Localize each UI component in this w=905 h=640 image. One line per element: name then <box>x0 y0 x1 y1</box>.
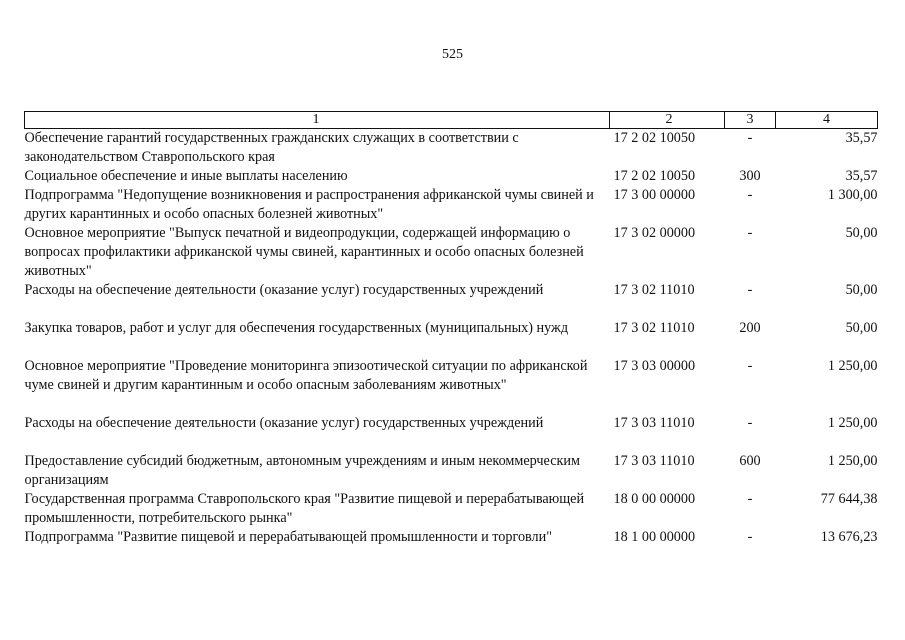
table-header-row <box>25 112 878 129</box>
row-name: Подпрограмма "Развитие пищевой и перерабатывающей промышленности и торговли" <box>24 529 553 545</box>
table-row <box>25 186 878 224</box>
row-name: Расходы на обеспечение деятельности (оказание услуг) государственных учреждений <box>24 282 544 298</box>
row-code: 17 3 03 00000 <box>613 358 696 374</box>
row-code: 17 3 03 11010 <box>613 415 695 431</box>
page-number: 525 <box>442 47 463 62</box>
row-type: - <box>747 130 753 146</box>
column-header-2: 2 <box>610 112 725 129</box>
row-name: Государственная программа Ставропольского края "Развитие пищевой и перерабатывающей промышленности, потребительского рынка" <box>24 491 585 526</box>
row-code: 18 1 00 00000 <box>613 529 696 545</box>
row-code: 17 2 02 10050 <box>613 130 696 146</box>
row-amount: 50,00 <box>845 282 878 298</box>
row-type: - <box>747 491 753 507</box>
budget-table <box>24 111 878 547</box>
row-name: Закупка товаров, работ и услуг для обеспечения государственных (муниципальных) нужд <box>24 320 569 336</box>
table-row <box>25 452 878 490</box>
row-code: 18 0 00 00000 <box>613 491 696 507</box>
row-amount: 1 250,00 <box>827 358 878 374</box>
row-amount: 13 676,23 <box>820 529 878 545</box>
table-row <box>25 167 878 186</box>
table-row <box>25 490 878 528</box>
row-name: Социальное обеспечение и иные выплаты населению <box>24 168 348 184</box>
row-name: Основное мероприятие "Проведение мониторинга эпизоотической ситуации по африканской чуме свиней и другим карантинным и особо опасным заболеваниям животных" <box>24 358 588 393</box>
table-row <box>25 224 878 281</box>
row-code: 17 3 02 00000 <box>613 225 696 241</box>
table-row <box>25 319 878 357</box>
row-amount: 1 250,00 <box>827 415 878 431</box>
row-type: 300 <box>739 168 761 184</box>
row-amount: 50,00 <box>845 225 878 241</box>
column-header-4: 4 <box>776 112 878 129</box>
row-amount: 77 644,38 <box>820 491 878 507</box>
column-header-1: 1 <box>25 112 610 129</box>
row-type: - <box>747 187 753 203</box>
row-amount: 1 300,00 <box>827 187 878 203</box>
table-row <box>25 281 878 319</box>
row-code: 17 3 03 11010 <box>613 453 695 469</box>
row-amount: 35,57 <box>845 130 878 146</box>
row-code: 17 3 02 11010 <box>613 320 695 336</box>
row-code: 17 3 02 11010 <box>613 282 695 298</box>
table-row <box>25 357 878 414</box>
row-code: 17 3 00 00000 <box>613 187 696 203</box>
row-amount: 1 250,00 <box>827 453 878 469</box>
row-amount: 35,57 <box>845 168 878 184</box>
table-row <box>25 129 878 168</box>
row-name: Подпрограмма "Недопущение возникновения и распространения африканской чумы свиней и других карантинных и особо опасных болезней животных" <box>24 187 594 222</box>
column-header-3: 3 <box>725 112 776 129</box>
row-name: Обеспечение гарантий государственных гражданских служащих в соответствии с законодательством Ставропольского края <box>24 130 519 165</box>
row-type: - <box>747 529 753 545</box>
row-type: - <box>747 225 753 241</box>
row-type: 600 <box>739 453 761 469</box>
row-type: - <box>747 282 753 298</box>
row-type: 200 <box>739 320 761 336</box>
table-row <box>25 528 878 547</box>
row-type: - <box>747 358 753 374</box>
row-name: Расходы на обеспечение деятельности (оказание услуг) государственных учреждений <box>24 415 544 431</box>
row-name: Основное мероприятие "Выпуск печатной и видеопродукции, содержащей информацию о вопросах профилактики африканской чумы свиней, карантинных и особо опасных болезней животных" <box>24 225 584 279</box>
row-type: - <box>747 415 753 431</box>
row-name: Предоставление субсидий бюджетным, автономным учреждениям и иным некоммерческим организациям <box>24 453 580 488</box>
row-code: 17 2 02 10050 <box>613 168 696 184</box>
table-row <box>25 414 878 452</box>
row-amount: 50,00 <box>845 320 878 336</box>
